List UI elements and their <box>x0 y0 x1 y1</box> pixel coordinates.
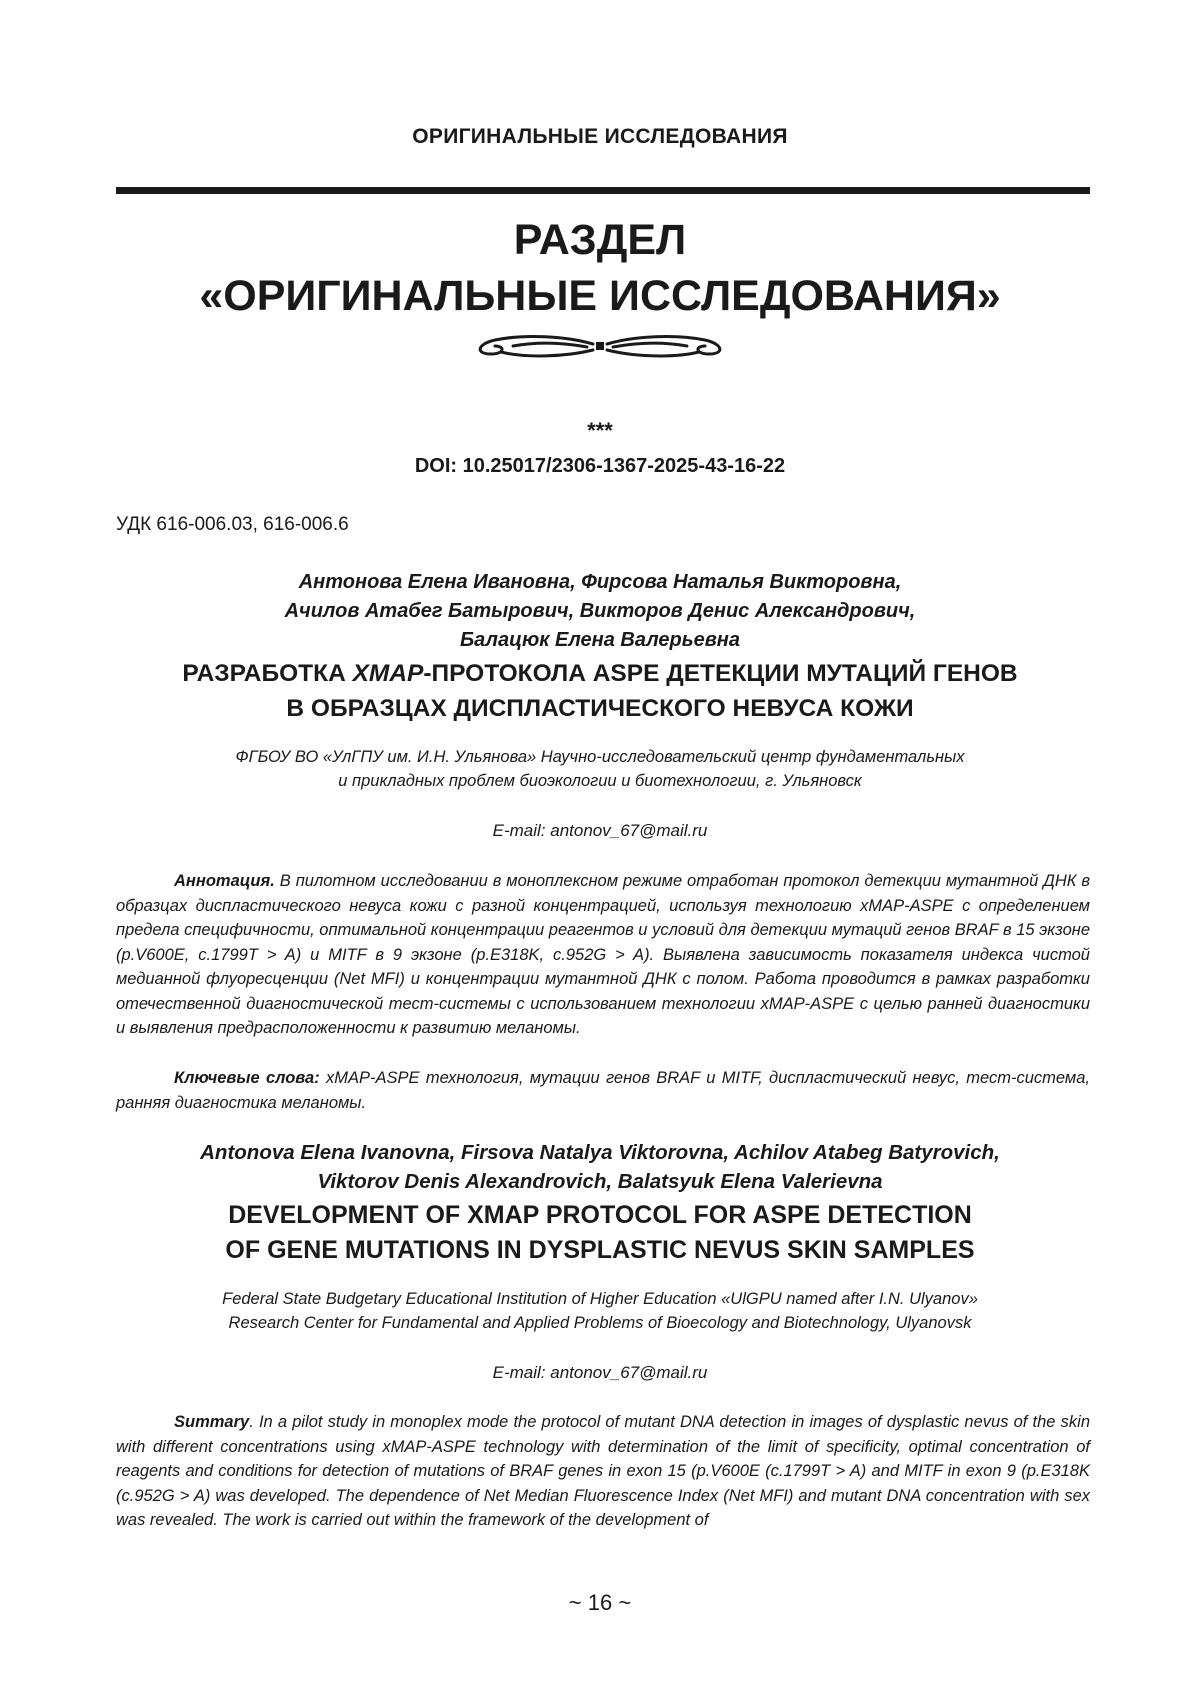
abstract-ru <box>116 869 1090 1041</box>
affiliation-en-line: Research Center for Fundamental and Applied Problems of Bioecology and Biotechnology, Ulyanovsk <box>228 1314 972 1332</box>
paper-title-en <box>0 1198 1200 1268</box>
paper-title-ru-line-1: РАЗРАБОТКА XMAP-ПРОТОКОЛА ASPE ДЕТЕКЦИИ МУТАЦИЙ ГЕНОВ <box>182 660 1018 687</box>
section-title <box>0 212 1200 324</box>
email-ru: E-mail: antonov_67@mail.ru <box>492 821 708 840</box>
affiliation-en-line: Federal State Budgetary Educational Institution of Higher Education «UlGPU named after I.N. Ulyanov» <box>222 1290 978 1308</box>
authors-ru-line: Ачилов Атабег Батырович, Викторов Денис Александрович, <box>284 600 916 622</box>
ornament-divider-icon <box>465 330 735 362</box>
abstract-text: В пилотном исследовании в моноплексном режиме отработан протокол детекции мутантной ДНК в образцах диспластического невуса кожи с разной концентрацией, используя технологию xMAP-ASPE с определением предела специфичности, оптимальной концентрации реагентов и условий для детекции мутаций генов BRAF в 15 экзоне (p.V600E, c.1799T > A) и MITF в 9 экзоне (p.E318K, c.952G > A). Выявлена зависимость показателя индекса чистой медианной флуоресценции (Net MFI) и концентрации мутантной ДНК с полом. Работа проводится в рамках разработки отечественной диагностической тест-системы с использованием технологии xMAP-ASPE с целью ранней диагностики и выявления предрасположенности к развитию меланомы. <box>116 872 1090 1037</box>
keywords-label: Ключевые слова: <box>174 1069 320 1087</box>
paper-title-ru <box>0 656 1200 726</box>
authors-en-line: Viktorov Denis Alexandrovich, Balatsyuk Elena Valerievna <box>317 1170 883 1193</box>
paper-title-en-line: DEVELOPMENT OF XMAP PROTOCOL FOR ASPE DETECTION <box>228 1201 972 1229</box>
xmap-term: XMAP <box>352 660 424 687</box>
running-head: ОРИГИНАЛЬНЫЕ ИССЛЕДОВАНИЯ <box>412 125 788 148</box>
page-number: ~ 16 ~ <box>568 1590 632 1615</box>
section-title-line-1: РАЗДЕЛ <box>513 216 687 264</box>
doi: DOI: 10.25017/2306-1367-2025-43-16-22 <box>414 455 786 477</box>
keywords-text: xMAP-ASPE технология, мутации генов BRAF и MITF, диспластический невус, тест-система, ранняя диагностика меланомы. <box>116 1069 1090 1112</box>
paper-title-ru-line-2: В ОБРАЗЦАХ ДИСПЛАСТИЧЕСКОГО НЕВУСА КОЖИ <box>286 695 914 722</box>
abstract-label: Аннотация. <box>174 872 275 890</box>
authors-ru-line: Балацюк Елена Валерьевна <box>459 629 740 651</box>
affiliation-en <box>0 1287 1200 1335</box>
summary-label: Summary <box>174 1413 250 1431</box>
authors-en-line: Antonova Elena Ivanovna, Firsova Natalya Viktorovna, Achilov Atabeg Batyrovich, <box>200 1141 1000 1164</box>
udk: УДК 616-006.03, 616-006.6 <box>116 514 349 535</box>
header-rule <box>116 187 1090 194</box>
summary-text: . In a pilot study in monoplex mode the protocol of mutant DNA detection in images of dysplastic nevus of the skin with different concentrations using xMAP-ASPE technology with determination of the limit of specificity, optimal concentration of reagents and conditions for detection of mutations of BRAF genes in exon 15 (p.V600E (c.1799T > A) and MITF in exon 9 (p.E318K (c.952G > A) was developed. The dependence of Net Median Fluorescence Index (Net MFI) and mutant DNA concentration with sex was revealed. The work is carried out within the framework of the development of <box>116 1413 1090 1529</box>
paper-title-en-line: OF GENE MUTATIONS IN DYSPLASTIC NEVUS SKIN SAMPLES <box>225 1236 975 1264</box>
affiliation-ru-line: и прикладных проблем биоэкологии и биотехнологии, г. Ульяновск <box>338 772 862 790</box>
affiliation-ru <box>0 745 1200 793</box>
affiliation-ru-line: ФГБОУ ВО «УлГПУ им. И.Н. Ульянова» Научно-исследовательский центр фундаментальных <box>235 748 965 766</box>
section-title-line-2: «ОРИГИНАЛЬНЫЕ ИССЛЕДОВАНИЯ» <box>199 272 1001 320</box>
email-en: E-mail: antonov_67@mail.ru <box>492 1363 708 1382</box>
summary-en <box>116 1410 1090 1533</box>
authors-en <box>0 1138 1200 1196</box>
authors-ru-line: Антонова Елена Ивановна, Фирсова Наталья Викторовна, <box>298 571 902 593</box>
keywords-ru <box>116 1066 1090 1115</box>
authors-ru <box>0 568 1200 655</box>
separator-stars: *** <box>587 418 613 443</box>
